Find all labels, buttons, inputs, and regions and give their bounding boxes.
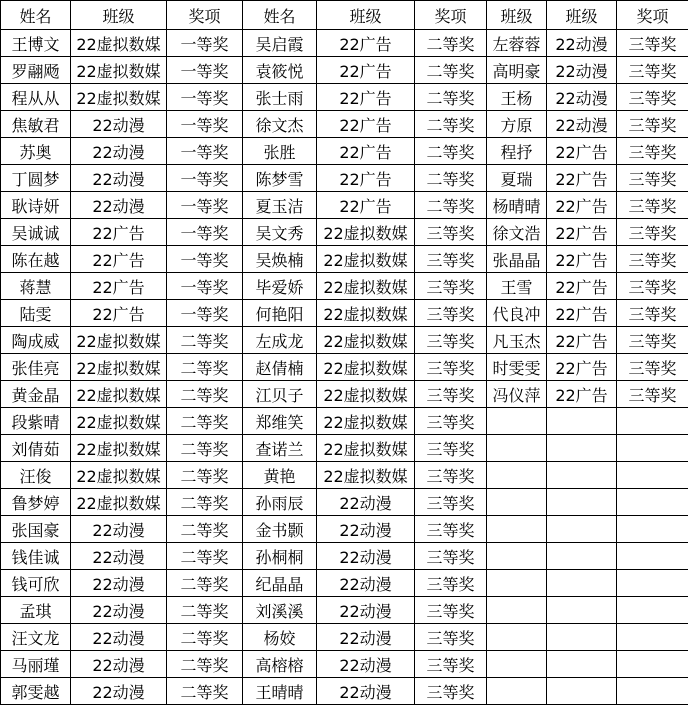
cell-class[interactable]: 22广告 (71, 300, 167, 327)
cell-name[interactable]: 赵倩楠 (243, 354, 317, 381)
table-row (1, 246, 688, 273)
cell-award[interactable]: 三等奖 (617, 84, 688, 111)
table-row (1, 84, 688, 111)
header-cell-class[interactable]: 班级 (547, 1, 617, 30)
cell-name[interactable] (487, 597, 547, 624)
cell-class[interactable]: 22动漫 (71, 516, 167, 543)
cell-class[interactable]: 22广告 (71, 219, 167, 246)
cell-name[interactable]: 江贝子 (243, 381, 317, 408)
cell-class[interactable]: 22广告 (71, 246, 167, 273)
cell-class[interactable]: 22动漫 (547, 57, 617, 84)
cell-award[interactable]: 一等奖 (167, 273, 243, 300)
cell-name[interactable]: 耿诗妍 (1, 192, 71, 219)
cell-award[interactable]: 二等奖 (167, 381, 243, 408)
cell-award[interactable]: 二等奖 (167, 597, 243, 624)
cell-class[interactable]: 22虚拟数媒 (71, 435, 167, 462)
table-row (1, 624, 688, 651)
table-row (1, 570, 688, 597)
cell-class[interactable]: 22动漫 (317, 516, 415, 543)
cell-class[interactable]: 22动漫 (71, 624, 167, 651)
cell-award[interactable]: 三等奖 (415, 462, 487, 489)
cell-award[interactable]: 二等奖 (415, 84, 487, 111)
cell-award[interactable] (617, 678, 688, 705)
cell-name[interactable]: 徐文杰 (243, 111, 317, 138)
table-row (1, 57, 688, 84)
cell-award[interactable]: 二等奖 (167, 435, 243, 462)
cell-name[interactable] (487, 570, 547, 597)
table-row (1, 300, 688, 327)
cell-class[interactable]: 22广告 (547, 354, 617, 381)
cell-name[interactable]: 杨姣 (243, 624, 317, 651)
table-row (1, 543, 688, 570)
cell-class[interactable]: 22动漫 (71, 138, 167, 165)
cell-name[interactable] (487, 651, 547, 678)
cell-name[interactable]: 张佳亮 (1, 354, 71, 381)
table-row (1, 435, 688, 462)
cell-name[interactable]: 袁筱悦 (243, 57, 317, 84)
cell-class[interactable]: 22虚拟数媒 (317, 435, 415, 462)
cell-class[interactable]: 22虚拟数媒 (317, 273, 415, 300)
cell-class[interactable]: 22动漫 (317, 543, 415, 570)
cell-award[interactable] (617, 624, 688, 651)
cell-class[interactable]: 22广告 (547, 138, 617, 165)
cell-name[interactable]: 马丽瑾 (1, 651, 71, 678)
cell-name[interactable]: 高明豪 (487, 57, 547, 84)
cell-name[interactable]: 查诺兰 (243, 435, 317, 462)
cell-class[interactable]: 22虚拟数媒 (317, 408, 415, 435)
cell-award[interactable]: 一等奖 (167, 111, 243, 138)
cell-name[interactable]: 金书颢 (243, 516, 317, 543)
cell-award[interactable]: 三等奖 (415, 678, 487, 705)
cell-name[interactable]: 王晴晴 (243, 678, 317, 705)
cell-award[interactable]: 二等奖 (167, 543, 243, 570)
cell-award[interactable] (617, 462, 688, 489)
cell-class[interactable] (547, 516, 617, 543)
cell-name[interactable]: 凡玉杰 (487, 327, 547, 354)
cell-award[interactable]: 二等奖 (167, 570, 243, 597)
cell-class[interactable] (547, 678, 617, 705)
cell-class[interactable] (547, 570, 617, 597)
cell-class[interactable] (547, 597, 617, 624)
cell-award[interactable]: 一等奖 (167, 246, 243, 273)
cell-award[interactable]: 三等奖 (617, 300, 688, 327)
cell-name[interactable] (487, 516, 547, 543)
cell-name[interactable]: 时雯雯 (487, 354, 547, 381)
cell-award[interactable]: 一等奖 (167, 138, 243, 165)
cell-class[interactable]: 22广告 (71, 273, 167, 300)
cell-award[interactable]: 二等奖 (415, 138, 487, 165)
cell-award[interactable]: 一等奖 (167, 219, 243, 246)
cell-award[interactable]: 一等奖 (167, 165, 243, 192)
table-row (1, 327, 688, 354)
cell-award[interactable]: 一等奖 (167, 84, 243, 111)
table-row (1, 165, 688, 192)
cell-award[interactable]: 三等奖 (617, 219, 688, 246)
cell-class[interactable]: 22广告 (317, 111, 415, 138)
cell-class[interactable]: 22广告 (547, 165, 617, 192)
cell-award[interactable]: 一等奖 (167, 300, 243, 327)
cell-name[interactable]: 罗翮飏 (1, 57, 71, 84)
cell-name[interactable]: 冯仪萍 (487, 381, 547, 408)
table-row (1, 111, 688, 138)
cell-name[interactable]: 纪晶晶 (243, 570, 317, 597)
cell-name[interactable] (487, 435, 547, 462)
cell-name[interactable]: 孟琪 (1, 597, 71, 624)
cell-class[interactable]: 22动漫 (71, 570, 167, 597)
cell-award[interactable]: 三等奖 (415, 246, 487, 273)
cell-name[interactable]: 蒋慧 (1, 273, 71, 300)
cell-name[interactable]: 段紫晴 (1, 408, 71, 435)
table-row (1, 408, 688, 435)
cell-name[interactable]: 陶成威 (1, 327, 71, 354)
cell-award[interactable]: 三等奖 (415, 570, 487, 597)
cell-class[interactable]: 22虚拟数媒 (317, 300, 415, 327)
cell-award[interactable]: 二等奖 (415, 192, 487, 219)
cell-class[interactable]: 22动漫 (71, 678, 167, 705)
cell-name[interactable]: 郭雯越 (1, 678, 71, 705)
cell-name[interactable]: 夏瑞 (487, 165, 547, 192)
cell-class[interactable]: 22动漫 (317, 678, 415, 705)
cell-award[interactable]: 三等奖 (415, 354, 487, 381)
cell-award[interactable]: 三等奖 (415, 408, 487, 435)
cell-name[interactable]: 黄艳 (243, 462, 317, 489)
cell-award[interactable]: 三等奖 (617, 165, 688, 192)
cell-name[interactable]: 刘倩茹 (1, 435, 71, 462)
cell-name[interactable]: 左蓉蓉 (487, 30, 547, 57)
cell-class[interactable]: 22广告 (547, 327, 617, 354)
cell-name[interactable]: 刘溪溪 (243, 597, 317, 624)
cell-award[interactable]: 二等奖 (167, 624, 243, 651)
cell-award[interactable]: 三等奖 (617, 381, 688, 408)
cell-award[interactable]: 三等奖 (617, 273, 688, 300)
cell-award[interactable]: 二等奖 (415, 111, 487, 138)
cell-class[interactable]: 22广告 (317, 138, 415, 165)
cell-name[interactable]: 吴启霞 (243, 30, 317, 57)
cell-class[interactable]: 22动漫 (71, 192, 167, 219)
cell-name[interactable]: 吴焕楠 (243, 246, 317, 273)
cell-name[interactable]: 钱佳诚 (1, 543, 71, 570)
table-row (1, 678, 688, 705)
header-cell-name[interactable]: 班级 (487, 1, 547, 30)
cell-class[interactable]: 22虚拟数媒 (317, 354, 415, 381)
cell-award[interactable]: 二等奖 (167, 354, 243, 381)
cell-class[interactable]: 22虚拟数媒 (317, 381, 415, 408)
cell-class[interactable]: 22动漫 (71, 165, 167, 192)
cell-class[interactable] (547, 408, 617, 435)
header-cell-award[interactable]: 奖项 (167, 1, 243, 30)
table-row (1, 138, 688, 165)
cell-name[interactable]: 苏奥 (1, 138, 71, 165)
cell-name[interactable]: 高榕榕 (243, 651, 317, 678)
table-row (1, 381, 688, 408)
cell-class[interactable]: 22广告 (317, 57, 415, 84)
cell-award[interactable]: 一等奖 (167, 57, 243, 84)
cell-class[interactable]: 22广告 (547, 219, 617, 246)
cell-class[interactable]: 22广告 (547, 192, 617, 219)
cell-award[interactable] (617, 597, 688, 624)
cell-class[interactable]: 22虚拟数媒 (71, 30, 167, 57)
cell-award[interactable] (617, 651, 688, 678)
cell-award[interactable] (617, 543, 688, 570)
table-row (1, 489, 688, 516)
header-cell-award[interactable]: 奖项 (415, 1, 487, 30)
header-cell-award[interactable]: 奖项 (617, 1, 688, 30)
table-row (1, 651, 688, 678)
cell-name[interactable]: 孙雨辰 (243, 489, 317, 516)
cell-name[interactable]: 王杨 (487, 84, 547, 111)
cell-name[interactable]: 张士雨 (243, 84, 317, 111)
cell-name[interactable]: 黄金晶 (1, 381, 71, 408)
cell-award[interactable]: 二等奖 (167, 516, 243, 543)
cell-award[interactable] (617, 516, 688, 543)
header-cell-class[interactable]: 班级 (71, 1, 167, 30)
cell-name[interactable]: 代良冲 (487, 300, 547, 327)
cell-award[interactable] (617, 489, 688, 516)
cell-award[interactable]: 二等奖 (167, 327, 243, 354)
cell-award[interactable]: 三等奖 (617, 192, 688, 219)
cell-name[interactable] (487, 624, 547, 651)
cell-award[interactable]: 二等奖 (167, 408, 243, 435)
cell-class[interactable]: 22动漫 (317, 624, 415, 651)
table-row (1, 516, 688, 543)
cell-award[interactable]: 三等奖 (415, 543, 487, 570)
cell-award[interactable]: 三等奖 (415, 300, 487, 327)
cell-class[interactable]: 22广告 (547, 381, 617, 408)
cell-name[interactable]: 郑维笑 (243, 408, 317, 435)
cell-award[interactable]: 三等奖 (617, 57, 688, 84)
cell-award[interactable]: 三等奖 (617, 246, 688, 273)
table-row (1, 273, 688, 300)
cell-class[interactable]: 22虚拟数媒 (317, 219, 415, 246)
cell-class[interactable]: 22广告 (547, 300, 617, 327)
cell-name[interactable]: 吴文秀 (243, 219, 317, 246)
cell-award[interactable]: 二等奖 (415, 57, 487, 84)
cell-class[interactable]: 22广告 (317, 192, 415, 219)
cell-name[interactable]: 王雪 (487, 273, 547, 300)
header-cell-name[interactable]: 姓名 (243, 1, 317, 30)
cell-award[interactable]: 三等奖 (617, 30, 688, 57)
cell-class[interactable]: 22动漫 (547, 30, 617, 57)
cell-class[interactable]: 22动漫 (317, 489, 415, 516)
cell-name[interactable]: 鲁梦婷 (1, 489, 71, 516)
cell-name[interactable]: 左成龙 (243, 327, 317, 354)
table-row (1, 354, 688, 381)
cell-award[interactable] (617, 408, 688, 435)
cell-name[interactable]: 王博文 (1, 30, 71, 57)
cell-class[interactable]: 22虚拟数媒 (71, 84, 167, 111)
cell-class[interactable]: 22虚拟数媒 (71, 327, 167, 354)
cell-name[interactable] (487, 462, 547, 489)
cell-class[interactable] (547, 543, 617, 570)
cell-class[interactable]: 22虚拟数媒 (71, 354, 167, 381)
cell-award[interactable]: 二等奖 (167, 489, 243, 516)
cell-award[interactable]: 三等奖 (415, 489, 487, 516)
cell-class[interactable]: 22虚拟数媒 (71, 408, 167, 435)
cell-award[interactable]: 三等奖 (415, 624, 487, 651)
cell-name[interactable]: 毕爱娇 (243, 273, 317, 300)
cell-name[interactable]: 陆雯 (1, 300, 71, 327)
cell-name[interactable] (487, 543, 547, 570)
cell-class[interactable] (547, 435, 617, 462)
cell-class[interactable]: 22动漫 (71, 651, 167, 678)
cell-name[interactable] (487, 489, 547, 516)
cell-name[interactable]: 汪文龙 (1, 624, 71, 651)
cell-class[interactable]: 22广告 (317, 165, 415, 192)
table-row (1, 462, 688, 489)
cell-name[interactable]: 张晶晶 (487, 246, 547, 273)
cell-award[interactable]: 三等奖 (415, 597, 487, 624)
cell-name[interactable]: 程抒 (487, 138, 547, 165)
cell-name[interactable]: 程从从 (1, 84, 71, 111)
table-row (1, 30, 688, 57)
cell-name[interactable]: 杨晴晴 (487, 192, 547, 219)
cell-award[interactable]: 二等奖 (415, 30, 487, 57)
cell-award[interactable]: 一等奖 (167, 30, 243, 57)
cell-award[interactable] (617, 570, 688, 597)
cell-name[interactable] (487, 408, 547, 435)
cell-award[interactable]: 一等奖 (167, 192, 243, 219)
cell-name[interactable]: 何艳阳 (243, 300, 317, 327)
cell-award[interactable] (617, 435, 688, 462)
cell-award[interactable]: 三等奖 (415, 435, 487, 462)
cell-name[interactable]: 汪俊 (1, 462, 71, 489)
cell-class[interactable]: 22动漫 (547, 84, 617, 111)
header-row (1, 1, 688, 30)
cell-name[interactable] (487, 678, 547, 705)
cell-class[interactable]: 22虚拟数媒 (317, 327, 415, 354)
cell-name[interactable]: 孙桐桐 (243, 543, 317, 570)
cell-class[interactable]: 22动漫 (71, 111, 167, 138)
table-row (1, 219, 688, 246)
cell-award[interactable]: 三等奖 (617, 111, 688, 138)
cell-award[interactable]: 二等奖 (167, 462, 243, 489)
cell-class[interactable]: 22虚拟数媒 (317, 246, 415, 273)
cell-award[interactable]: 三等奖 (415, 273, 487, 300)
cell-class[interactable]: 22广告 (547, 273, 617, 300)
cell-award[interactable]: 三等奖 (415, 381, 487, 408)
cell-class[interactable]: 22动漫 (71, 597, 167, 624)
cell-award[interactable]: 三等奖 (415, 219, 487, 246)
cell-name[interactable]: 丁圆梦 (1, 165, 71, 192)
cell-award[interactable]: 三等奖 (415, 651, 487, 678)
cell-award[interactable]: 三等奖 (415, 327, 487, 354)
cell-class[interactable]: 22广告 (317, 30, 415, 57)
cell-name[interactable]: 徐文浩 (487, 219, 547, 246)
cell-class[interactable]: 22虚拟数媒 (71, 57, 167, 84)
cell-award[interactable]: 三等奖 (415, 516, 487, 543)
cell-class[interactable]: 22广告 (317, 84, 415, 111)
cell-class[interactable] (547, 624, 617, 651)
cell-award[interactable]: 二等奖 (167, 651, 243, 678)
header-cell-name[interactable]: 姓名 (1, 1, 71, 30)
table-row (1, 192, 688, 219)
cell-award[interactable]: 二等奖 (167, 678, 243, 705)
cell-class[interactable]: 22广告 (547, 246, 617, 273)
cell-name[interactable]: 张国豪 (1, 516, 71, 543)
cell-class[interactable]: 22虚拟数媒 (71, 381, 167, 408)
cell-class[interactable]: 22动漫 (317, 597, 415, 624)
cell-name[interactable]: 焦敏君 (1, 111, 71, 138)
cell-class[interactable]: 22动漫 (317, 651, 415, 678)
cell-award[interactable]: 三等奖 (617, 354, 688, 381)
cell-name[interactable]: 张胜 (243, 138, 317, 165)
cell-award[interactable]: 三等奖 (617, 327, 688, 354)
cell-name[interactable]: 陈在越 (1, 246, 71, 273)
cell-class[interactable] (547, 489, 617, 516)
cell-name[interactable]: 钱可欣 (1, 570, 71, 597)
cell-name[interactable]: 陈梦雪 (243, 165, 317, 192)
header-cell-class[interactable]: 班级 (317, 1, 415, 30)
cell-class[interactable] (547, 462, 617, 489)
cell-class[interactable]: 22动漫 (71, 543, 167, 570)
cell-award[interactable]: 三等奖 (617, 138, 688, 165)
cell-name[interactable]: 方原 (487, 111, 547, 138)
cell-class[interactable]: 22动漫 (547, 111, 617, 138)
cell-class[interactable]: 22虚拟数媒 (71, 489, 167, 516)
cell-class[interactable]: 22虚拟数媒 (71, 462, 167, 489)
cell-name[interactable]: 吴诚诚 (1, 219, 71, 246)
cell-class[interactable]: 22虚拟数媒 (317, 462, 415, 489)
cell-award[interactable]: 二等奖 (415, 165, 487, 192)
cell-name[interactable]: 夏玉洁 (243, 192, 317, 219)
cell-class[interactable]: 22动漫 (317, 570, 415, 597)
table-row (1, 597, 688, 624)
cell-class[interactable] (547, 651, 617, 678)
